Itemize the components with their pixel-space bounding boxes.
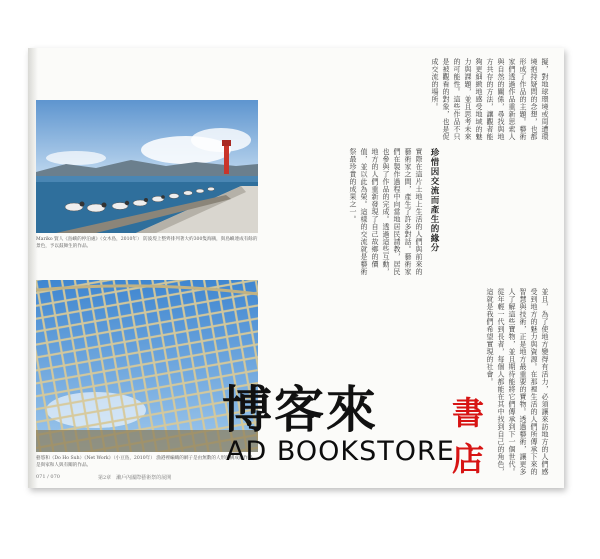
page-numbers: 071 / 070 [36,474,60,480]
watermark-chinese: 博客來 [222,381,378,439]
bookstore-watermark [208,370,508,480]
seagulls-illustration [36,100,258,233]
watermark-chinese-small: 書店 [452,394,485,478]
body-text-middle: 實際在這片土地上生活的人們與前來的藝術家之間，產生了許多對話。藝術家們在製作過程中向當地居民請教，居民也參與了作品的完成。透過這些互動，地方的人們重新發現了自己故鄉的價值，並以此為榮。這樣的交流就是藝術祭最珍貴的成果之一。 [349,148,423,276]
caption-top-photo: Mariko 賢人《島嶼的停泊處》（女木島，2010年） 防波堤上整齊排列著大約300隻海鷗，與島嶼連成有餘的景色，予以鼓舞生的作品。 [36,237,258,249]
body-text-top: 擬，對地球環境或周遭環境抱持疑問的念想，也都形成了作品的主題。藝術家們透過作品重新思索人與自然的關係，尋找與地方共存的方法，讓觀者能夠更細緻地感受地域的魅力與課題，並且思考未來的可能性。這些作品不只是被觀看的對象，也是促成交流的場所。 [431,58,549,141]
watermark-english: AD BOOKSTORE [226,436,455,467]
section-heading: 珍惜因交流而產生的緣分 [429,148,439,253]
caption-bottom-photo: 藝悠和（Do Ho Suh）《Net Work》（小豆島，2010年） 漁港裡編織的網子是由無數的人形所構成的作品，是與家和人與有關的作品。 [36,456,258,468]
body-text-lower: 並且，為了使地方變得有活力，必須讓來訪地方的人們感受到地方的魅力與資源。在那裡生活的人們所傳承下來的智慧與技術，正是地方最重要的寶物。透過藝術，讓更多人了解這些寶物，並且期待能將它們傳承到下一個世代。從年輕一代到長者，每個人都能在其中找到自己的角色，這就是我們希望實現的社會。 [486,288,549,476]
chapter-footer: 第2章 瀨戶內國際藝術祭的展開 [98,475,172,481]
photo-seagulls-breakwater [36,100,258,233]
